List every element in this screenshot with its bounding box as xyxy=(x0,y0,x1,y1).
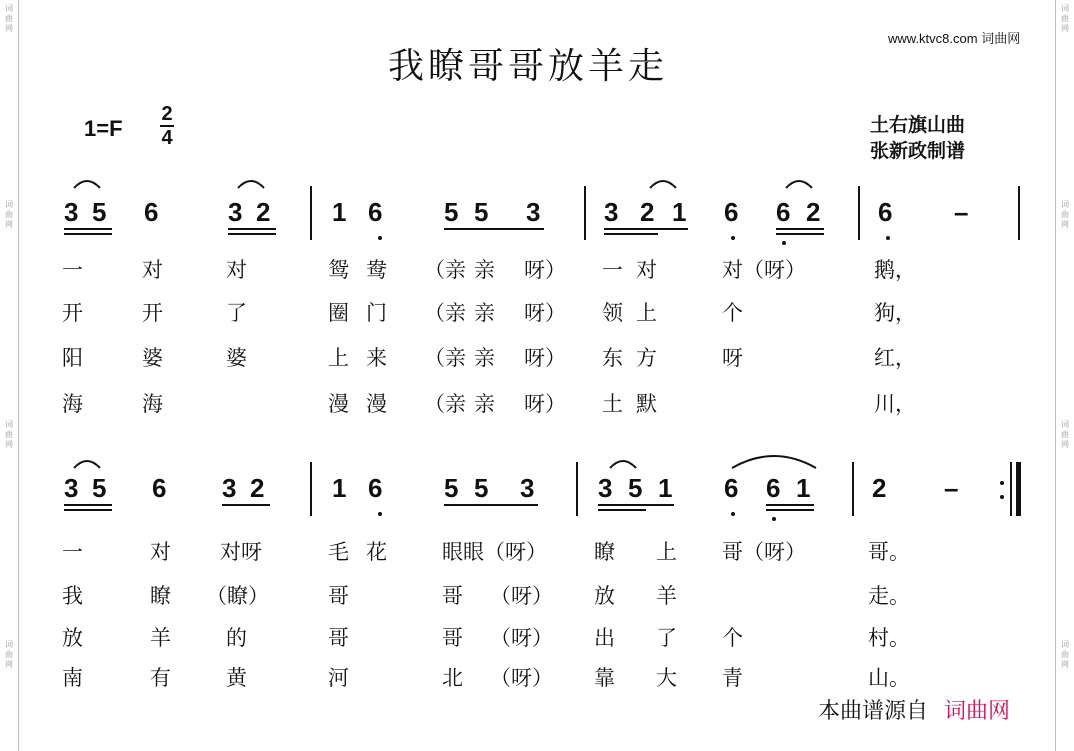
note: 5 xyxy=(474,473,489,503)
lyric: （呀） xyxy=(490,584,553,608)
note: 2 xyxy=(256,197,271,227)
dash: – xyxy=(954,197,969,227)
lyric: 放 xyxy=(62,626,83,650)
lyric: 的 xyxy=(226,626,247,650)
octave-dot xyxy=(782,241,786,245)
note: 3 xyxy=(228,197,243,227)
lyric: 海 xyxy=(62,392,83,416)
lyric: 一 xyxy=(602,258,623,282)
octave-dot xyxy=(772,517,776,521)
lyric: 南 xyxy=(62,666,83,690)
lyric: 呀 xyxy=(722,346,743,370)
lyric: 羊 xyxy=(656,584,677,608)
slur xyxy=(732,456,816,468)
beam xyxy=(228,233,276,235)
lyric: 鸯 xyxy=(366,258,387,282)
lyric: 鸳 xyxy=(328,258,349,282)
note: 5 xyxy=(444,197,459,227)
lyric: 羊 xyxy=(150,626,171,650)
lyric: 哥 xyxy=(328,626,349,650)
site-url-link[interactable]: www.ktvc8.com xyxy=(888,31,978,46)
lyric: 红， xyxy=(874,346,916,370)
lyric: （瞭） xyxy=(206,584,269,608)
lyric: 默 xyxy=(636,392,657,416)
lyric: 土 xyxy=(602,392,623,416)
note: 3 xyxy=(222,473,237,503)
right-watermark-strip xyxy=(1055,0,1074,751)
dash: – xyxy=(944,473,959,503)
barline xyxy=(858,186,860,240)
lyric: 一 xyxy=(62,540,83,564)
lyric: （亲 xyxy=(424,346,466,370)
lyric: 对 xyxy=(142,258,163,282)
watermark-left: 词曲网 xyxy=(5,4,13,33)
lyric: 对（呀） xyxy=(722,258,806,282)
note: 1 xyxy=(332,473,347,503)
lyric: （亲 xyxy=(424,301,466,325)
key-signature: 1=F xyxy=(84,116,123,141)
beam xyxy=(766,509,814,511)
note: 3 xyxy=(526,197,541,227)
lyric: 开 xyxy=(62,301,83,325)
note: 6 xyxy=(878,197,893,227)
note: 6 xyxy=(766,473,781,503)
lyric: 对呀 xyxy=(220,540,262,564)
beam xyxy=(604,233,658,235)
octave-dot xyxy=(886,236,890,240)
note: 2 xyxy=(250,473,265,503)
source-prefix: 本曲谱源自 xyxy=(818,699,929,724)
lyric: 了 xyxy=(656,626,677,650)
lyric: 哥（呀） xyxy=(722,540,806,564)
note: 3 xyxy=(64,473,79,503)
beam xyxy=(598,504,674,506)
lyric: 走。 xyxy=(868,584,910,608)
note: 1 xyxy=(672,197,687,227)
credits xyxy=(870,112,965,164)
note: 2 xyxy=(640,197,655,227)
lyric: 上 xyxy=(328,346,349,370)
source-brand-link[interactable]: 词曲网 xyxy=(944,699,1011,724)
lyric: 呀） xyxy=(524,258,566,282)
time-signature xyxy=(160,104,174,148)
lyric: 哥。 xyxy=(868,540,910,564)
beam xyxy=(64,504,112,506)
beam xyxy=(604,228,688,230)
barline xyxy=(852,462,854,516)
note: 6 xyxy=(368,197,383,227)
lyric: 上 xyxy=(656,540,677,564)
barline xyxy=(584,186,586,240)
octave-dot xyxy=(378,236,382,240)
repeat-thin-barline xyxy=(1010,462,1012,516)
note: 1 xyxy=(332,197,347,227)
lyric: 呀） xyxy=(524,346,566,370)
note: 3 xyxy=(64,197,79,227)
lyric: 来 xyxy=(366,346,387,370)
note: 6 xyxy=(776,197,791,227)
lyric: 花 xyxy=(366,540,387,564)
lyric: 瞭 xyxy=(150,584,171,608)
lyric: 亲 xyxy=(474,346,495,370)
lyric: 哥 xyxy=(442,626,463,650)
lyric: 漫 xyxy=(366,392,387,416)
lyric: （亲 xyxy=(424,258,466,282)
lyric: （呀） xyxy=(490,626,553,650)
lyric: 门 xyxy=(366,301,387,325)
note: 5 xyxy=(92,197,107,227)
lyric: 哥 xyxy=(328,584,349,608)
note: 3 xyxy=(604,197,619,227)
lyric: 村。 xyxy=(868,626,910,650)
beam xyxy=(766,504,814,506)
note: 1 xyxy=(796,473,811,503)
lyric: 婆 xyxy=(142,346,163,370)
lyric: 哥 xyxy=(442,584,463,608)
watermark-left: 词曲网 xyxy=(5,200,13,229)
lyric: （亲 xyxy=(424,392,466,416)
site-name: 词曲网 xyxy=(981,31,1021,46)
note: 6 xyxy=(152,473,167,503)
barline xyxy=(576,462,578,516)
site-url xyxy=(888,28,1020,47)
note: 6 xyxy=(368,473,383,503)
lyric: 方 xyxy=(636,346,657,370)
lyric: 北 xyxy=(442,666,463,690)
barline xyxy=(310,186,312,240)
lyric: 呀） xyxy=(524,301,566,325)
note: 6 xyxy=(724,473,739,503)
lyric: 川， xyxy=(874,392,916,416)
note: 2 xyxy=(872,473,887,503)
song-title: 我瞭哥哥放羊走 xyxy=(388,46,669,87)
lyric: 鹅， xyxy=(874,258,916,282)
watermark-right: 词曲网 xyxy=(1061,200,1069,229)
lyric: 狗， xyxy=(874,301,916,325)
octave-dot xyxy=(731,512,735,516)
lyric: 瞭 xyxy=(594,540,615,564)
beam xyxy=(64,233,112,235)
composer: 土右旗山曲 xyxy=(870,114,966,136)
note: 5 xyxy=(92,473,107,503)
source-credit xyxy=(818,694,1010,725)
note: 2 xyxy=(806,197,821,227)
lyric: 东 xyxy=(602,346,623,370)
arranger: 张新政制谱 xyxy=(870,140,966,162)
repeat-dot xyxy=(1000,495,1004,499)
note: 5 xyxy=(474,197,489,227)
note: 6 xyxy=(724,197,739,227)
watermark-right: 词曲网 xyxy=(1061,640,1069,669)
octave-dot xyxy=(731,236,735,240)
lyric: 对 xyxy=(226,258,247,282)
beam xyxy=(444,228,544,230)
note: 5 xyxy=(444,473,459,503)
time-denominator: 4 xyxy=(161,127,173,149)
note: 3 xyxy=(598,473,613,503)
watermark-right: 词曲网 xyxy=(1061,420,1069,449)
note: 1 xyxy=(658,473,673,503)
lyric: 毛 xyxy=(328,540,349,564)
note: 3 xyxy=(520,473,535,503)
watermark-left: 词曲网 xyxy=(5,640,13,669)
lyric: 一 xyxy=(62,258,83,282)
slur xyxy=(650,181,676,188)
lyric: 婆 xyxy=(226,346,247,370)
lyric: 圈 xyxy=(328,301,349,325)
barline xyxy=(310,462,312,516)
octave-dot xyxy=(378,512,382,516)
lyric: 我 xyxy=(62,584,83,608)
barline xyxy=(1018,186,1020,240)
lyric: 山。 xyxy=(868,666,910,690)
lyric: 眼眼（呀） xyxy=(442,540,547,564)
beam xyxy=(444,504,538,506)
lyric: 对 xyxy=(150,540,171,564)
lyric: 靠 xyxy=(594,666,615,690)
watermark-left: 词曲网 xyxy=(5,420,13,449)
lyric: 个 xyxy=(722,626,743,650)
beam xyxy=(776,228,824,230)
beam xyxy=(598,509,646,511)
beam xyxy=(64,228,112,230)
lyric: （呀） xyxy=(490,666,553,690)
beam xyxy=(222,504,270,506)
lyric: 对 xyxy=(636,258,657,282)
beam xyxy=(228,228,276,230)
repeat-thick-barline xyxy=(1016,462,1021,516)
lyric: 个 xyxy=(722,301,743,325)
note: 6 xyxy=(144,197,159,227)
lyric: 了 xyxy=(226,301,247,325)
lyric: 青 xyxy=(722,666,743,690)
lyric: 黄 xyxy=(226,666,247,690)
lyric: 亲 xyxy=(474,301,495,325)
beam xyxy=(64,509,112,511)
slur xyxy=(238,181,264,188)
lyric: 上 xyxy=(636,301,657,325)
lyric: 亲 xyxy=(474,392,495,416)
slur-marks-line1 xyxy=(0,170,1074,194)
lyric: 大 xyxy=(656,666,677,690)
left-watermark-strip xyxy=(0,0,19,751)
lyric: 开 xyxy=(142,301,163,325)
slur-marks-line2 xyxy=(0,444,1074,474)
note: 5 xyxy=(628,473,643,503)
beam xyxy=(776,233,824,235)
watermark-right: 词曲网 xyxy=(1061,4,1069,33)
lyric: 呀） xyxy=(524,392,566,416)
slur xyxy=(74,181,100,188)
slur xyxy=(786,181,812,188)
lyric: 漫 xyxy=(328,392,349,416)
time-numerator: 2 xyxy=(161,103,173,125)
slur xyxy=(74,461,100,468)
lyric: 亲 xyxy=(474,258,495,282)
lyric: 阳 xyxy=(62,346,83,370)
slur xyxy=(610,461,636,468)
lyric: 领 xyxy=(602,301,623,325)
lyric: 放 xyxy=(594,584,615,608)
lyric: 出 xyxy=(594,626,615,650)
lyric: 海 xyxy=(142,392,163,416)
lyric: 有 xyxy=(150,666,171,690)
lyric: 河 xyxy=(328,666,349,690)
repeat-dot xyxy=(1000,481,1004,485)
